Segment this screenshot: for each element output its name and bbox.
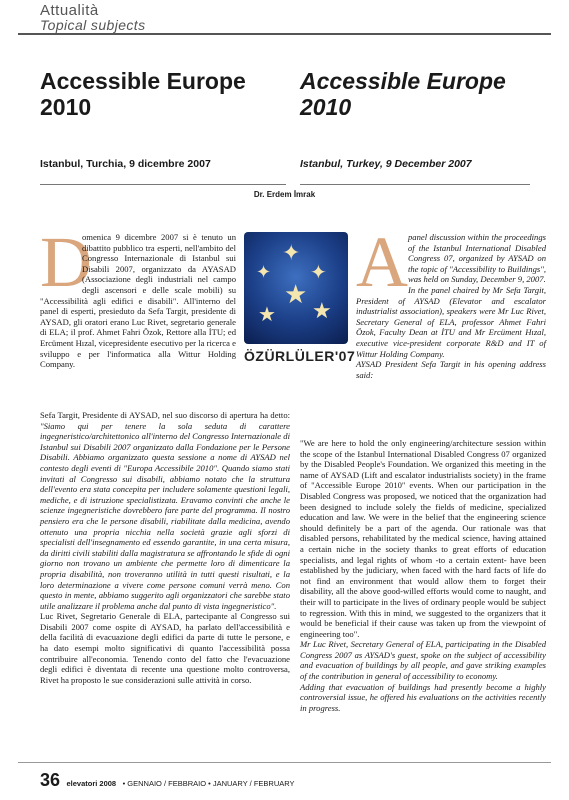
dropcap-it: D xyxy=(40,222,92,302)
dateline-it: Istanbul, Turchia, 9 dicembre 2007 xyxy=(40,158,211,170)
author-byline: Dr. Erdem İmrak xyxy=(253,190,316,199)
dateline-en: Istanbul, Turkey, 9 December 2007 xyxy=(300,158,472,170)
star-icon: ★ xyxy=(284,280,308,309)
magazine-name: elevatori 2008 xyxy=(66,779,117,788)
italian-intro xyxy=(40,222,236,370)
english-paragraph-3-lead: AYSAD President Sefa Targit in his opening address said: xyxy=(356,359,546,380)
section-header xyxy=(0,2,569,36)
english-quote: "We are here to hold the only engineering/architecture session within the scope of the Istanbul International Disabled Congress 07 organized by the Disabled People's Foundation. We organized this meeting in the name of AYSAD (Lift and escalator industrialists society) in the frame of "Accessible Europe 2010" events. When our participation in the Disabled Congress was proposed, we noticed that the organization had been designed to include solely the fields of medicine, specialized education and law. We were in the belief that the engineering science should definitely be a part of the agenda. Our rationale was that disabled persons, rehabilitated by the medical science, having attained a certain niche in the society thanks to great efforts of education specialists, and legal rights of whom -to a certain extent- have been established by the judiciary, when faced with the hard facts of life do not find an environment that would allow them to forget their disability, all the above good-willed efforts would come to naught, and their will to participate in the lives of ordinary people would be subject to regression. With this in mind, we suggested to the organizers that it would be beneficial if their cause was taken up from the viewpoint of engineering too". xyxy=(300,438,546,639)
star-icon: ✦ xyxy=(256,262,272,282)
english-paragraph-1: panel discussion within the proceedings of the Istanbul International Disabled Congress 07, organized by AYSAD on the topic of "Accessibility to Buildings", was held on Sunday, December 9, 2007. xyxy=(408,232,546,285)
star-icon: ★ xyxy=(312,298,332,323)
page-footer xyxy=(40,770,540,791)
italian-paragraph-2 xyxy=(40,410,290,611)
section-label-en: Topical subjects xyxy=(40,17,146,33)
star-icon: ★ xyxy=(258,304,276,326)
italian-quote-lead: Sefa Targit, Presidente di AYSAD, nel suo discorso di apertura ha detto: xyxy=(40,410,290,420)
divider-right xyxy=(300,184,530,185)
page-number: 36 xyxy=(40,770,61,790)
dropcap-en: A xyxy=(356,222,408,302)
issue-date: • GENNAIO / FEBBRAIO • JANUARY / FEBRUARY xyxy=(122,779,295,788)
italian-paragraph-1: omenica 9 dicembre 2007 si è tenuto un dibattito pubblico tra esperti, nell'ambito del Congresso Internazionale di Istanbul sui Disabili 2007, organizzato da AYASAD (Associazione degli industriali nel campo degli ascensori e delle scale mobili) su "Accessibilità agli edifici e disabili". All'interno del panel di esperti, presieduto da Sefa Targit, presidente di AYSAD, gli oratori erano Luc Rivet, segretario generale di ELA; il prof. Ahmet Fahri Özok, Rettore alla İTU; ed Ercüment Hızal, vicepresidente esecutivo per la ricerca e sviluppo e per l'informatica alla Wittur Holding Company. xyxy=(40,232,236,370)
logo-caption: ÖZÜRLÜLER'07 xyxy=(244,348,356,364)
logo-star-image xyxy=(244,232,348,344)
page-title-en: Accessible Europe 2010 xyxy=(300,68,506,120)
star-icon: ✦ xyxy=(282,240,301,265)
english-intro xyxy=(356,222,546,380)
english-paragraph-4: Mr Luc Rivet, Secretary General of ELA, participating in the Disabled Congress 2007 as AYSAD's guest, spoke on the subject of accessibility and evacuation of buildings by all people, and gave striking examples of the contribution in general of accessibility to economy. xyxy=(300,639,546,682)
italian-quote: "Siamo qui per tenere la sola seduta di carattere ingegneristico/architettonico all'interno del Congresso Internazionale di Istanbul sui Disabili 2007 organizzato dalla Fondazione per le Persone Disabili. Abbiamo organizzato questa sessione a nome di AYSAD nel contesto degli eventi di "Europa Accessibile 2010". Quando siamo stati invitati al Congresso sui disabili, abbiamo notato che la struttura dell'evento era stata concepita per includere solamente questioni legali, mediche, e di istruzione specialistizata. Eravamo convinti che anche le scienze ingegneristiche dovrebbero fare parte del programma. Il nostro pensiero era che le persone disabili, riabilitate dalla medicina, avendo ottenuto una propria nicchia nella società grazie agli sforzi di specialisti dell'insegnamento ed essendo garantite, in una certa misura, da diritti civili stabiliti dalla magistratura se affrontando le sfide di ogni giorno non trovano un ambiente che permette loro di dimenticare la propria disabilità, non troveranno utilità in tutti questi risultati, e la loro determinazione a vivere come persone comuni verrà meno. Con questo in mente, abbiamo suggerito agli organizzatori che sarebbe stato utile analizzare il problema anche dal punto di vista ingegneristico". xyxy=(40,420,290,611)
header-rule xyxy=(18,33,551,35)
divider-left xyxy=(40,184,286,185)
footer-rule xyxy=(18,762,551,763)
english-paragraph-2: In the panel chaired by Mr Sefa Targit, President of AYSAD (Elevator and escalator industrialist association), speakers were Mr Luc Rivet, Secretary General of ELA, professor Ahmet Fahri Özok, Faculty Dean at İTU and Mr Ercüment Hızal, executive vice-president corporate R&D and IT of Wittur Holding Company. xyxy=(356,284,546,359)
italian-paragraph-3: Luc Rivet, Segretario Generale di ELA, partecipante al Congresso sui Disabili 2007 come ospite di AYSAD, ha parlato dell'accessibilità e della facilità di evacuazione degli edifici da parte di tutte le persone, e ha dato esempi molto significativi di quanto l'accessibilità possa contribuire all'economia. Tenendo conto del fatto che l'evacuazione degli edifici è diventata di recente una questione molto controversa, Rivet ha proposto le sue considerazioni sulle attività in corso. xyxy=(40,611,290,685)
star-icon: ✦ xyxy=(310,262,327,284)
event-logo xyxy=(244,232,356,368)
section-label-it: Attualità xyxy=(40,2,99,19)
english-body xyxy=(300,438,546,713)
italian-body xyxy=(40,410,290,685)
page-title-it: Accessible Europe 2010 xyxy=(40,68,246,120)
english-paragraph-5: Adding that evacuation of buildings had presently become a highly controversial issue, he offered his evaluations on the activities recently in progress. xyxy=(300,681,546,713)
